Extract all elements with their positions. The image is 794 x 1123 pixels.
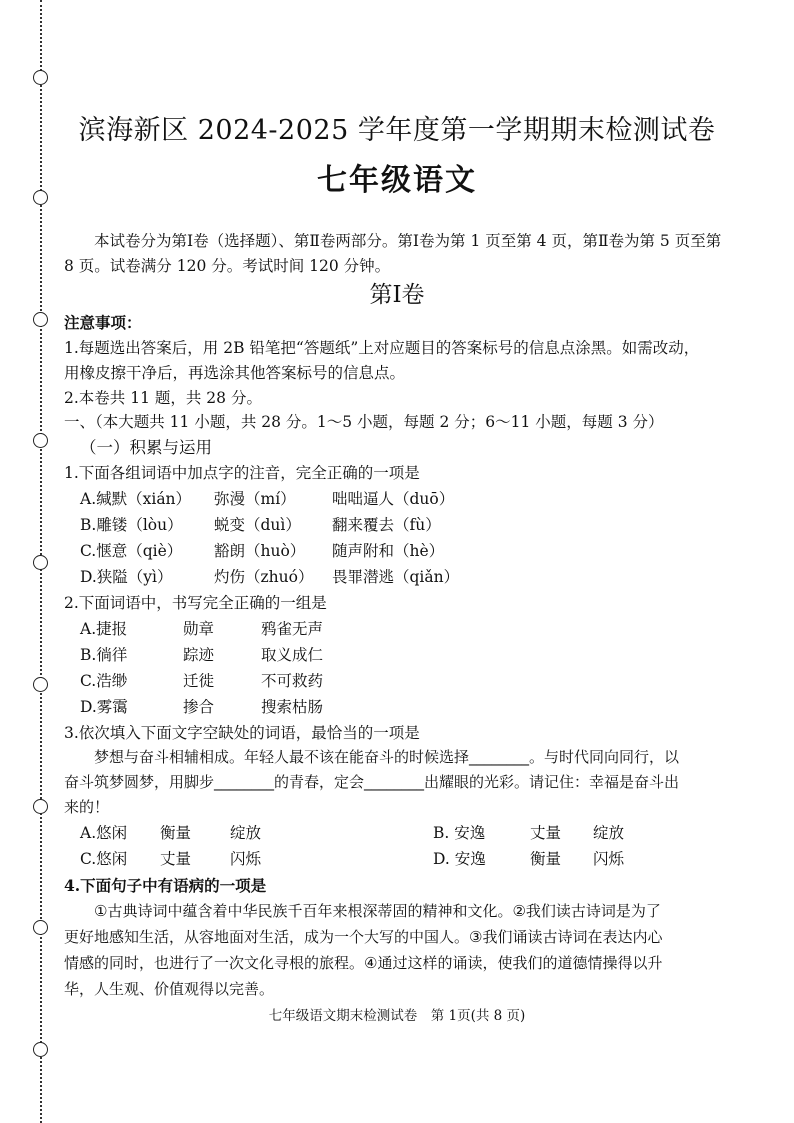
q4-passage-line: ①古典诗词中蕴含着中华民族千百年来根深蒂固的精神和文化。②我们读古诗词是为了 [94, 902, 661, 920]
q2-option-b-word: 取义成仁 [261, 646, 324, 664]
q4-passage-line: 更好地感知生活，从容地面对生活，成为一个大写的中国人。③我们诵读古诗词在表达内心 [64, 928, 663, 946]
q3-option-d: D. 安逸 [433, 850, 486, 868]
exam-title: 滨海新区 2024-2025 学年度第一学期期末检测试卷 [78, 115, 716, 146]
binding-hole-icon [33, 433, 48, 448]
question-stem: 3.依次填入下面文字空缺处的词语，最恰当的一项是 [64, 724, 420, 742]
q1-option-b-word: 翻来覆去（fù） [332, 516, 441, 534]
binding-hole-icon [33, 555, 48, 570]
q1-option-d-word: 灼伤（zhuó） [214, 568, 314, 586]
q3-option-d-word: 衡量 [530, 850, 562, 868]
binding-hole-icon [33, 920, 48, 935]
notice-item: 2.本卷共 11 题，共 28 分。 [64, 389, 262, 407]
q3-option-a: A.悠闲 [80, 824, 128, 842]
q3-option-d-word: 闪烁 [593, 850, 625, 868]
intro-line: 本试卷分为第Ⅰ卷（选择题）、第Ⅱ卷两部分。第Ⅰ卷为第 1 页至第 4 页，第Ⅱ卷为第 5 页至第 [94, 232, 722, 250]
q3-option-c-word: 闪烁 [230, 850, 262, 868]
q2-option-b: B.徜徉 [80, 646, 128, 664]
q2-option-d-word: 搜索枯肠 [261, 698, 324, 716]
q3-passage-line: 梦想与奋斗相辅相成。年轻人最不该在能奋斗的时候选择________。与时代同向同行，以 [94, 748, 680, 766]
q1-option-b: B.雕镂（lòu） [80, 516, 183, 534]
q2-option-d-word: 掺合 [183, 698, 215, 716]
q2-option-a-word: 勋章 [183, 620, 215, 638]
q4-passage-line: 华，人生观、价值观得以完善。 [64, 980, 275, 998]
q1-option-c-word: 豁朗（huò） [214, 542, 306, 560]
exam-subject: 七年级语文 [317, 163, 477, 198]
q1-option-c: C.惬意（qiè） [80, 542, 183, 560]
q1-option-d: D.狭隘（yì） [80, 568, 173, 586]
q3-option-b-word: 绽放 [593, 824, 625, 842]
q1-option-d-word: 畏罪潜逃（qiǎn） [332, 568, 460, 586]
q2-option-c-word: 迁徙 [183, 672, 215, 690]
q4-passage-line: 情感的同时，也进行了一次文化寻根的旅程。④通过这样的诵读，使我们的道德情操得以升 [64, 954, 663, 972]
q3-option-b: B. 安逸 [433, 824, 486, 842]
q1-option-a-word: 咄咄逼人（duō） [332, 490, 455, 508]
q2-option-a: A.捷报 [80, 620, 128, 638]
q2-option-c-word: 不可救药 [261, 672, 324, 690]
volume-title: 第Ⅰ卷 [369, 282, 425, 308]
q1-option-a: A.缄默（xián） [80, 490, 192, 508]
q3-option-b-word: 丈量 [530, 824, 562, 842]
page-footer: 七年级语文期末检测试卷 第 1页(共 8 页) [268, 1008, 526, 1024]
q2-option-d: D.雾霭 [80, 698, 128, 716]
binding-hole-icon [33, 677, 48, 692]
q3-option-a-word: 绽放 [230, 824, 262, 842]
question-stem: 2.下面词语中，书写完全正确的一组是 [64, 594, 327, 612]
q1-option-b-word: 蜕变（duì） [214, 516, 301, 534]
q3-option-a-word: 衡量 [160, 824, 192, 842]
binding-hole-icon [33, 312, 48, 327]
q1-option-a-word: 弥漫（mí） [214, 490, 296, 508]
notice-item: 用橡皮擦干净后，再选涂其他答案标号的信息点。 [64, 364, 406, 382]
question-stem: 4.下面句子中有语病的一项是 [64, 876, 267, 895]
q2-option-a-word: 鸦雀无声 [261, 620, 324, 638]
intro-line: 8 页。试卷满分 120 分。考试时间 120 分钟。 [64, 257, 391, 275]
q3-option-c: C.悠闲 [80, 850, 128, 868]
q3-option-c-word: 丈量 [160, 850, 192, 868]
notice-item: 1.每题选出答案后，用 2B 铅笔把“答题纸”上对应题目的答案标号的信息点涂黑。如需改动， [64, 339, 700, 357]
question-stem: 1.下面各组词语中加点字的注音，完全正确的一项是 [64, 464, 420, 482]
binding-hole-icon [33, 799, 48, 814]
q3-passage-line: 奋斗筑梦圆梦，用脚步________的青春，定会________出耀眼的光彩。请记住：幸福是奋斗出 [64, 773, 680, 791]
q3-passage-line: 来的！ [64, 798, 110, 816]
section-heading: 一、（本大题共 11 小题，共 28 分。1～5 小题，每题 2 分；6～11 小题，每题 3 分） [64, 413, 664, 431]
q2-option-b-word: 踪迹 [183, 646, 215, 664]
notice-heading: 注意事项： [64, 313, 142, 332]
q2-option-c: C.浩缈 [80, 672, 128, 690]
binding-hole-icon [33, 1042, 48, 1057]
section-subheading: （一）积累与运用 [80, 438, 212, 457]
binding-hole-icon [33, 70, 48, 85]
q1-option-c-word: 随声附和（hè） [332, 542, 445, 560]
